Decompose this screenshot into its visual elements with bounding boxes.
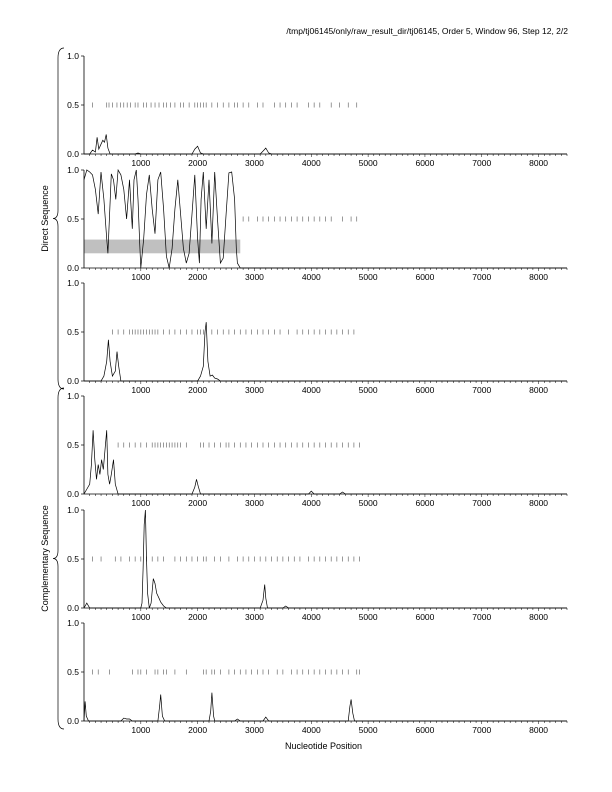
y-tick-label: 0.0 [67,376,79,386]
y-tick-label: 0.5 [67,667,79,677]
x-axis-title: Nucleotide Position [285,741,363,751]
page-title: /tmp/tj06145/only/raw_result_dir/tj06145, Order 5, Window 96, Step 12, 2/2 [286,26,568,36]
x-tick-label: 3000 [245,385,264,395]
x-tick-label: 5000 [358,725,378,735]
x-tick-label: 2000 [188,498,208,508]
x-tick-label: 4000 [301,725,321,735]
y-tick-label: 0.5 [67,100,79,110]
x-tick-label: 3000 [245,612,264,622]
group-label: Complementary Sequence [40,505,50,612]
x-tick-label: 6000 [415,612,435,622]
y-tick-label: 1.0 [67,505,79,515]
x-tick-label: 6000 [415,725,435,735]
y-tick-label: 0.5 [67,327,79,337]
y-tick-label: 1.0 [67,618,79,628]
x-tick-label: 3000 [245,498,264,508]
panel-3 [67,278,567,395]
x-tick-label: 1000 [131,272,151,282]
x-tick-label: 2000 [188,272,208,282]
x-tick-label: 5000 [358,158,378,168]
x-tick-label: 5000 [358,385,378,395]
y-tick-label: 0.0 [67,603,79,613]
x-tick-label: 7000 [472,612,492,622]
data-line [84,430,567,494]
x-tick-label: 1000 [131,158,151,168]
x-tick-label: 8000 [529,385,549,395]
data-line [84,693,567,721]
x-tick-label: 6000 [415,385,435,395]
y-tick-label: 0.0 [67,489,79,499]
panel-2 [67,165,567,282]
y-tick-label: 0.5 [67,554,79,564]
data-line [84,134,567,154]
y-tick-label: 0.0 [67,149,79,159]
x-tick-label: 2000 [188,725,208,735]
x-tick-label: 8000 [529,612,549,622]
x-tick-label: 7000 [472,272,492,282]
x-tick-label: 5000 [358,612,378,622]
x-tick-label: 1000 [131,498,151,508]
y-tick-label: 0.5 [67,440,79,450]
x-tick-label: 3000 [245,158,264,168]
x-tick-label: 2000 [188,385,208,395]
x-tick-label: 4000 [301,498,321,508]
panel-5 [67,505,567,622]
group-brace [53,48,64,389]
x-tick-label: 7000 [472,498,492,508]
x-tick-label: 2000 [188,158,208,168]
x-tick-label: 3000 [245,725,264,735]
x-tick-label: 8000 [529,725,549,735]
x-tick-label: 4000 [301,385,321,395]
y-tick-label: 1.0 [67,278,79,288]
x-tick-label: 1000 [131,612,151,622]
x-tick-label: 1000 [131,725,151,735]
panel-6 [67,618,567,735]
x-tick-label: 8000 [529,158,549,168]
x-tick-label: 8000 [529,498,549,508]
panel-4 [67,391,567,508]
y-tick-label: 0.0 [67,263,79,273]
x-tick-label: 1000 [131,385,151,395]
x-tick-label: 4000 [301,272,321,282]
x-tick-label: 8000 [529,272,549,282]
x-tick-label: 4000 [301,158,321,168]
x-tick-label: 5000 [358,272,378,282]
x-tick-label: 6000 [415,272,435,282]
y-tick-label: 1.0 [67,391,79,401]
x-tick-label: 6000 [415,498,435,508]
y-tick-label: 1.0 [67,51,79,61]
x-tick-label: 6000 [415,158,435,168]
group-label: Direct Sequence [40,185,50,252]
group-brace [53,388,64,729]
y-tick-label: 0.5 [67,214,79,224]
x-tick-label: 7000 [472,158,492,168]
y-tick-label: 0.0 [67,716,79,726]
x-tick-label: 7000 [472,385,492,395]
x-tick-label: 2000 [188,612,208,622]
panel-1 [67,51,567,168]
x-tick-label: 7000 [472,725,492,735]
x-tick-label: 3000 [245,272,264,282]
y-tick-label: 1.0 [67,165,79,175]
x-tick-label: 5000 [358,498,378,508]
x-tick-label: 4000 [301,612,321,622]
